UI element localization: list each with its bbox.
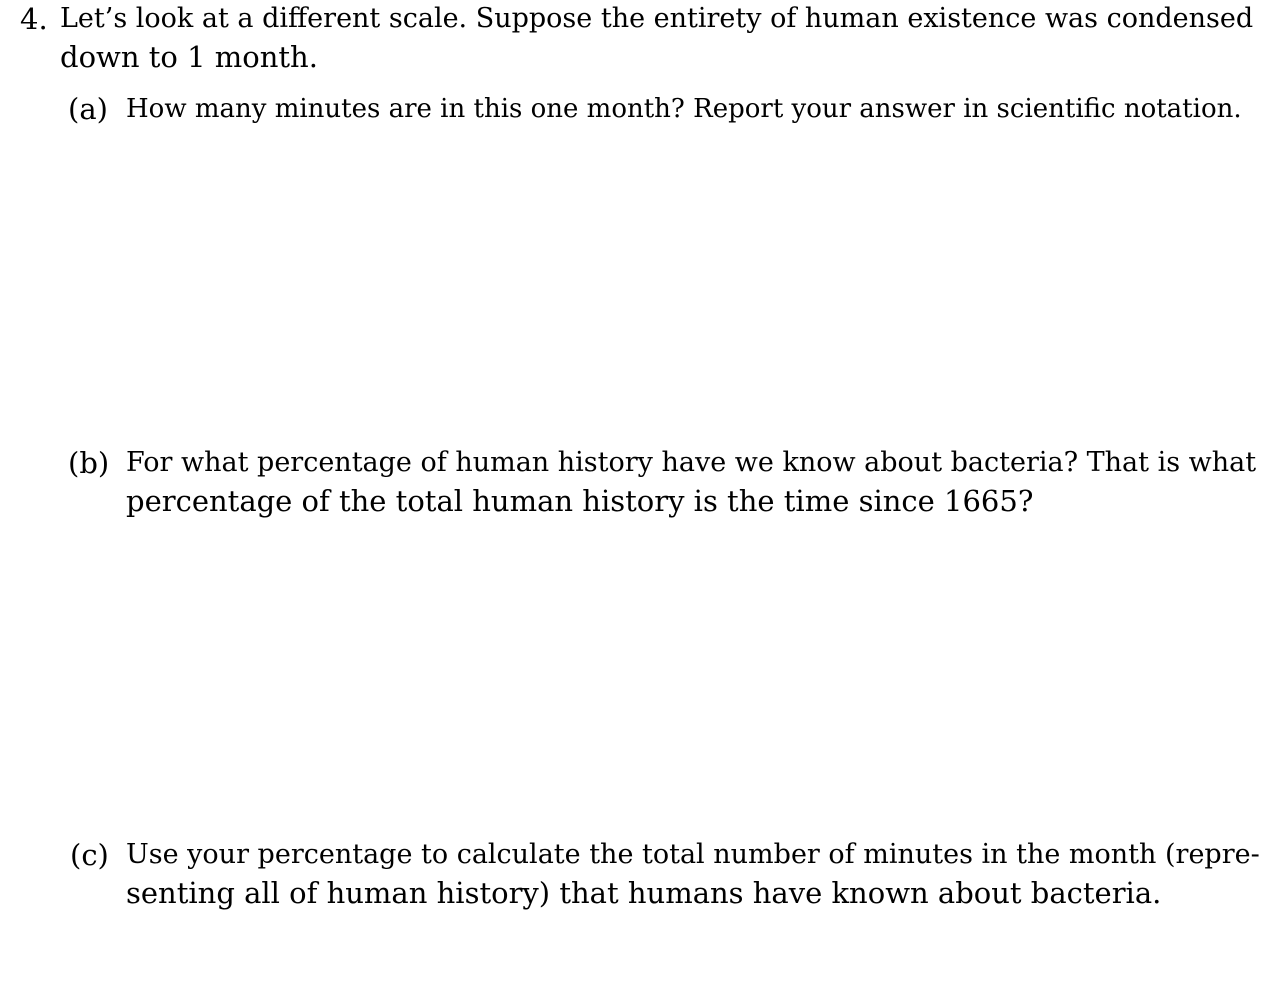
part-c-label: (c) — [70, 838, 109, 872]
part-c-text-line-2: senting all of human history) that humans have known about bacteria. — [126, 876, 1162, 910]
part-c-text-line-1: Use your percentage to calculate the total number of minutes in the month (repre- — [126, 839, 1260, 870]
question-number: 4. — [20, 2, 48, 36]
part-b-text-line-2: percentage of the total human history is the time since 1665? — [126, 484, 1034, 518]
part-b-label: (b) — [68, 446, 110, 480]
part-a-text-line-1: How many minutes are in this one month? Report your answer in scientific notation. — [126, 94, 1242, 124]
question-text-line-1: Let’s look at a different scale. Suppose the entirety of human existence was condensed — [60, 3, 1254, 34]
part-b-text-line-1: For what percentage of human history have we know about bacteria? That is what — [126, 447, 1257, 478]
question-text-line-2: down to 1 month. — [60, 40, 318, 74]
part-a-label: (a) — [68, 92, 108, 126]
